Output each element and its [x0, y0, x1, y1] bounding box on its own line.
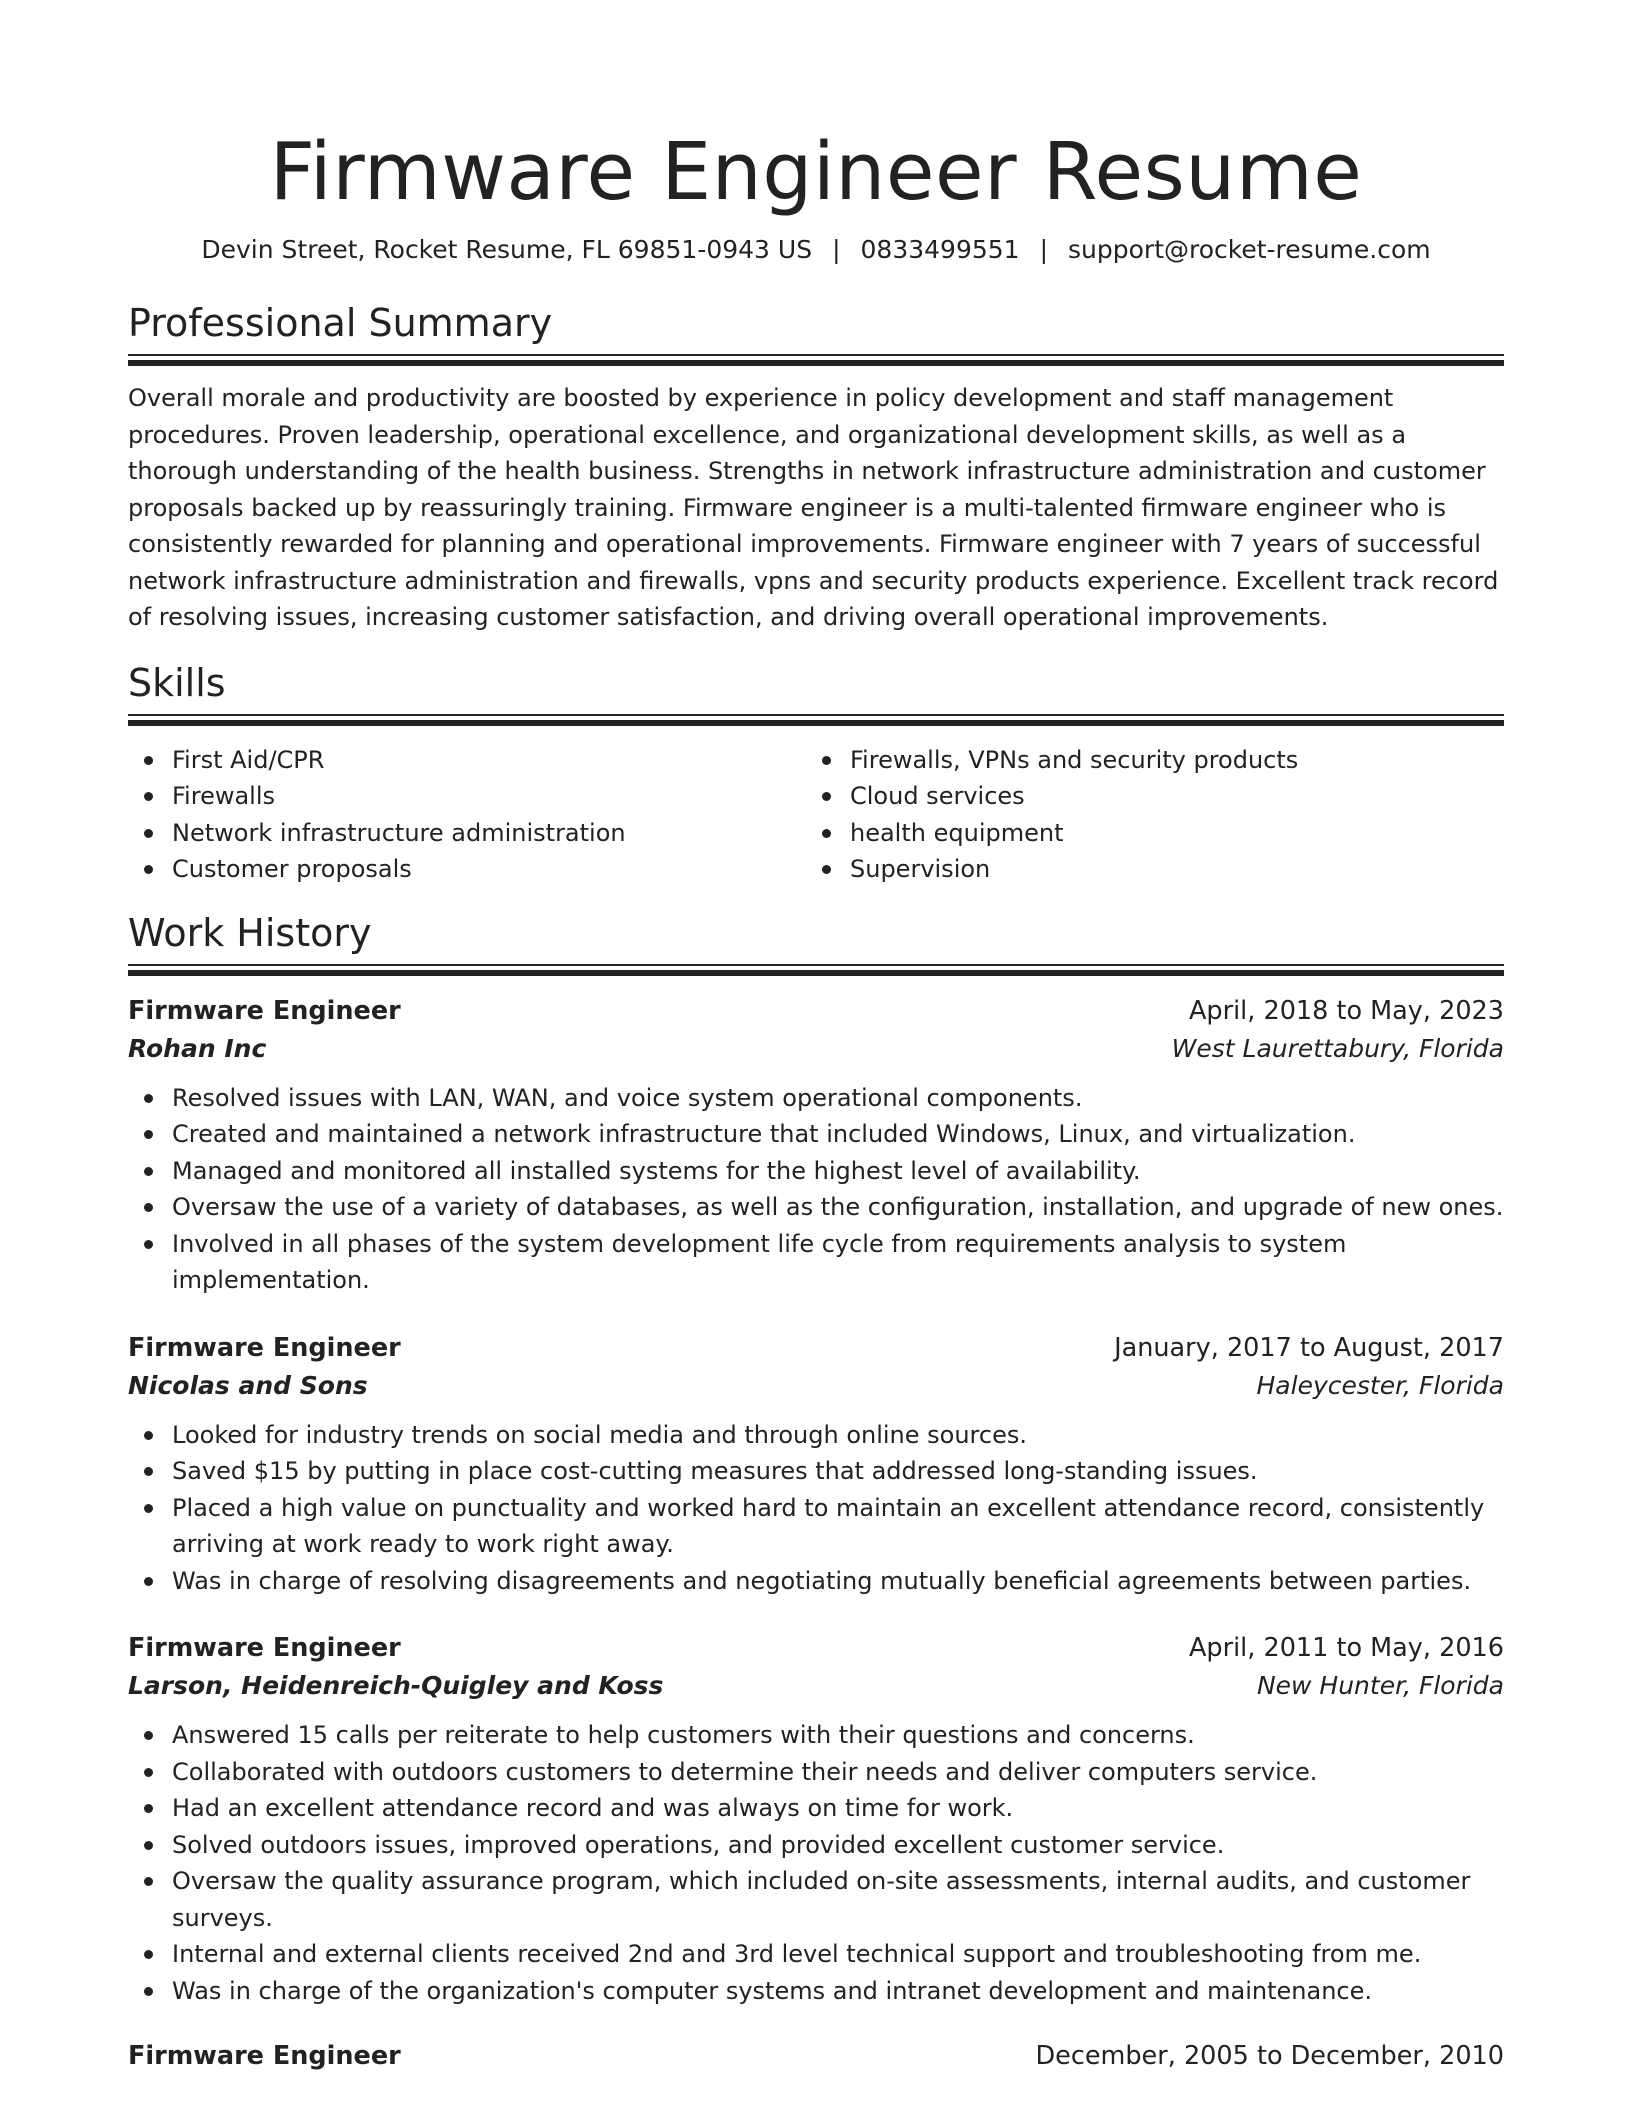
skills-grid — [128, 742, 1504, 888]
contact-separator: | — [832, 235, 841, 264]
job-subheader — [128, 1367, 1504, 1405]
job-company: Rohan Inc — [128, 1033, 267, 1063]
job-subheader — [128, 1667, 1504, 1705]
job-duty: Was in charge of the organization's computer systems and intranet development and maintenance. — [172, 1973, 1504, 2010]
section-divider — [128, 354, 1504, 366]
skill-item: First Aid/CPR — [172, 742, 806, 779]
skill-item: health equipment — [850, 815, 1484, 852]
job-duty: Internal and external clients received 2nd and 3rd level technical support and troubleshooting from me. — [172, 1936, 1504, 1973]
job-header — [128, 1629, 1504, 1667]
job-duty: Involved in all phases of the system development life cycle from requirements analysis to system implementation. — [172, 1226, 1504, 1299]
job-duty: Collaborated with outdoors customers to determine their needs and deliver computers service. — [172, 1754, 1504, 1791]
skill-item: Network infrastructure administration — [172, 815, 806, 852]
work-history-heading: Work History — [128, 910, 372, 955]
job-duty: Had an excellent attendance record and was always on time for work. — [172, 1790, 1504, 1827]
job-dates: April, 2018 to May, 2023 — [1188, 995, 1504, 1026]
job-title: Firmware Engineer — [128, 1332, 401, 1363]
job-duty: Placed a high value on punctuality and worked hard to maintain an excellent attendance record, consistently arriving at work ready to work right away. — [172, 1490, 1504, 1563]
job-duty: Resolved issues with LAN, WAN, and voice system operational components. — [172, 1080, 1504, 1117]
job-title: Firmware Engineer — [128, 2041, 401, 2071]
job-entry — [128, 992, 1504, 1299]
contact-address: Devin Street, Rocket Resume, FL 69851-0943 US — [201, 235, 813, 264]
job-duty: Created and maintained a network infrastructure that included Windows, Linux, and virtualization. — [172, 1116, 1504, 1153]
job-title: Firmware Engineer — [128, 995, 401, 1026]
job-subheader — [128, 1030, 1504, 1068]
job-duties — [128, 1717, 1504, 2009]
skill-item: Customer proposals — [172, 851, 806, 888]
resume-page — [128, 0, 1504, 2075]
job-duty: Looked for industry trends on social media and through online sources. — [172, 1417, 1504, 1454]
contact-line — [128, 234, 1504, 266]
skill-item: Cloud services — [850, 778, 1484, 815]
skill-item: Supervision — [850, 851, 1484, 888]
contact-phone: 0833499551 — [860, 235, 1020, 264]
job-dates: April, 2011 to May, 2016 — [1188, 1633, 1504, 1663]
skills-heading: Skills — [128, 660, 226, 705]
job-header — [128, 992, 1504, 1030]
skill-item: Firewalls — [172, 778, 806, 815]
contact-email[interactable]: support@rocket-resume.com — [1068, 235, 1431, 264]
job-title: Firmware Engineer — [128, 1633, 401, 1663]
job-duty: Managed and monitored all installed systems for the highest level of availability. — [172, 1153, 1504, 1190]
job-duty: Oversaw the quality assurance program, which included on-site assessments, internal audits, and customer surveys. — [172, 1863, 1504, 1936]
resume-title: Firmware Engineer Resume — [269, 126, 1363, 218]
summary-section — [128, 300, 1504, 636]
job-location: Haleycester, Florida — [1256, 1370, 1504, 1400]
job-location: New Hunter, Florida — [1256, 1671, 1504, 1700]
job-header — [128, 2037, 1504, 2075]
job-company: Nicolas and Sons — [128, 1370, 368, 1400]
summary-heading: Professional Summary — [128, 301, 553, 345]
work-history-section — [128, 910, 1504, 2076]
job-duty: Was in charge of resolving disagreements and negotiating mutually beneficial agreements between parties. — [172, 1563, 1504, 1600]
contact-separator: | — [1039, 235, 1049, 264]
job-duties — [128, 1417, 1504, 1600]
job-dates: December, 2005 to December, 2010 — [1035, 2041, 1504, 2071]
job-location: West Laurettabury, Florida — [1171, 1033, 1504, 1063]
job-duty: Answered 15 calls per reiterate to help customers with their questions and concerns. — [172, 1717, 1504, 1754]
section-divider — [128, 714, 1504, 726]
skills-column-right — [806, 742, 1484, 888]
skills-column-left — [128, 742, 806, 888]
section-divider — [128, 964, 1504, 976]
job-dates: January, 2017 to August, 2017 — [1114, 1332, 1504, 1363]
summary-text: Overall morale and productivity are boosted by experience in policy development and staff management procedures. Proven leadership, operational excellence, and organizational development skills, as well as a thorough understanding of the health business. Strengths in network infrastructure administration and customer proposals backed up by reassuringly training. Firmware engineer is a multi-talented firmware engineer who is consistently rewarded for planning and operational improvements. Firmware engineer with 7 years of successful network infrastructure administration and firewalls, vpns and security products experience. Excellent track record of resolving issues, increasing customer satisfaction, and driving overall operational improvements. — [128, 384, 1499, 631]
job-company: Larson, Heidenreich-Quigley and Koss — [128, 1671, 664, 1700]
job-entry — [128, 1329, 1504, 1600]
job-duty: Saved $15 by putting in place cost-cutting measures that addressed long-standing issues. — [172, 1453, 1504, 1490]
job-duty: Solved outdoors issues, improved operations, and provided excellent customer service. — [172, 1827, 1504, 1864]
job-header — [128, 1329, 1504, 1367]
job-duties — [128, 1080, 1504, 1299]
skill-item: Firewalls, VPNs and security products — [850, 742, 1484, 779]
job-duty: Oversaw the use of a variety of databases, as well as the configuration, installation, and upgrade of new ones. — [172, 1189, 1504, 1226]
skills-section — [128, 660, 1504, 888]
job-entry — [128, 2037, 1504, 2075]
job-entry — [128, 1629, 1504, 2009]
